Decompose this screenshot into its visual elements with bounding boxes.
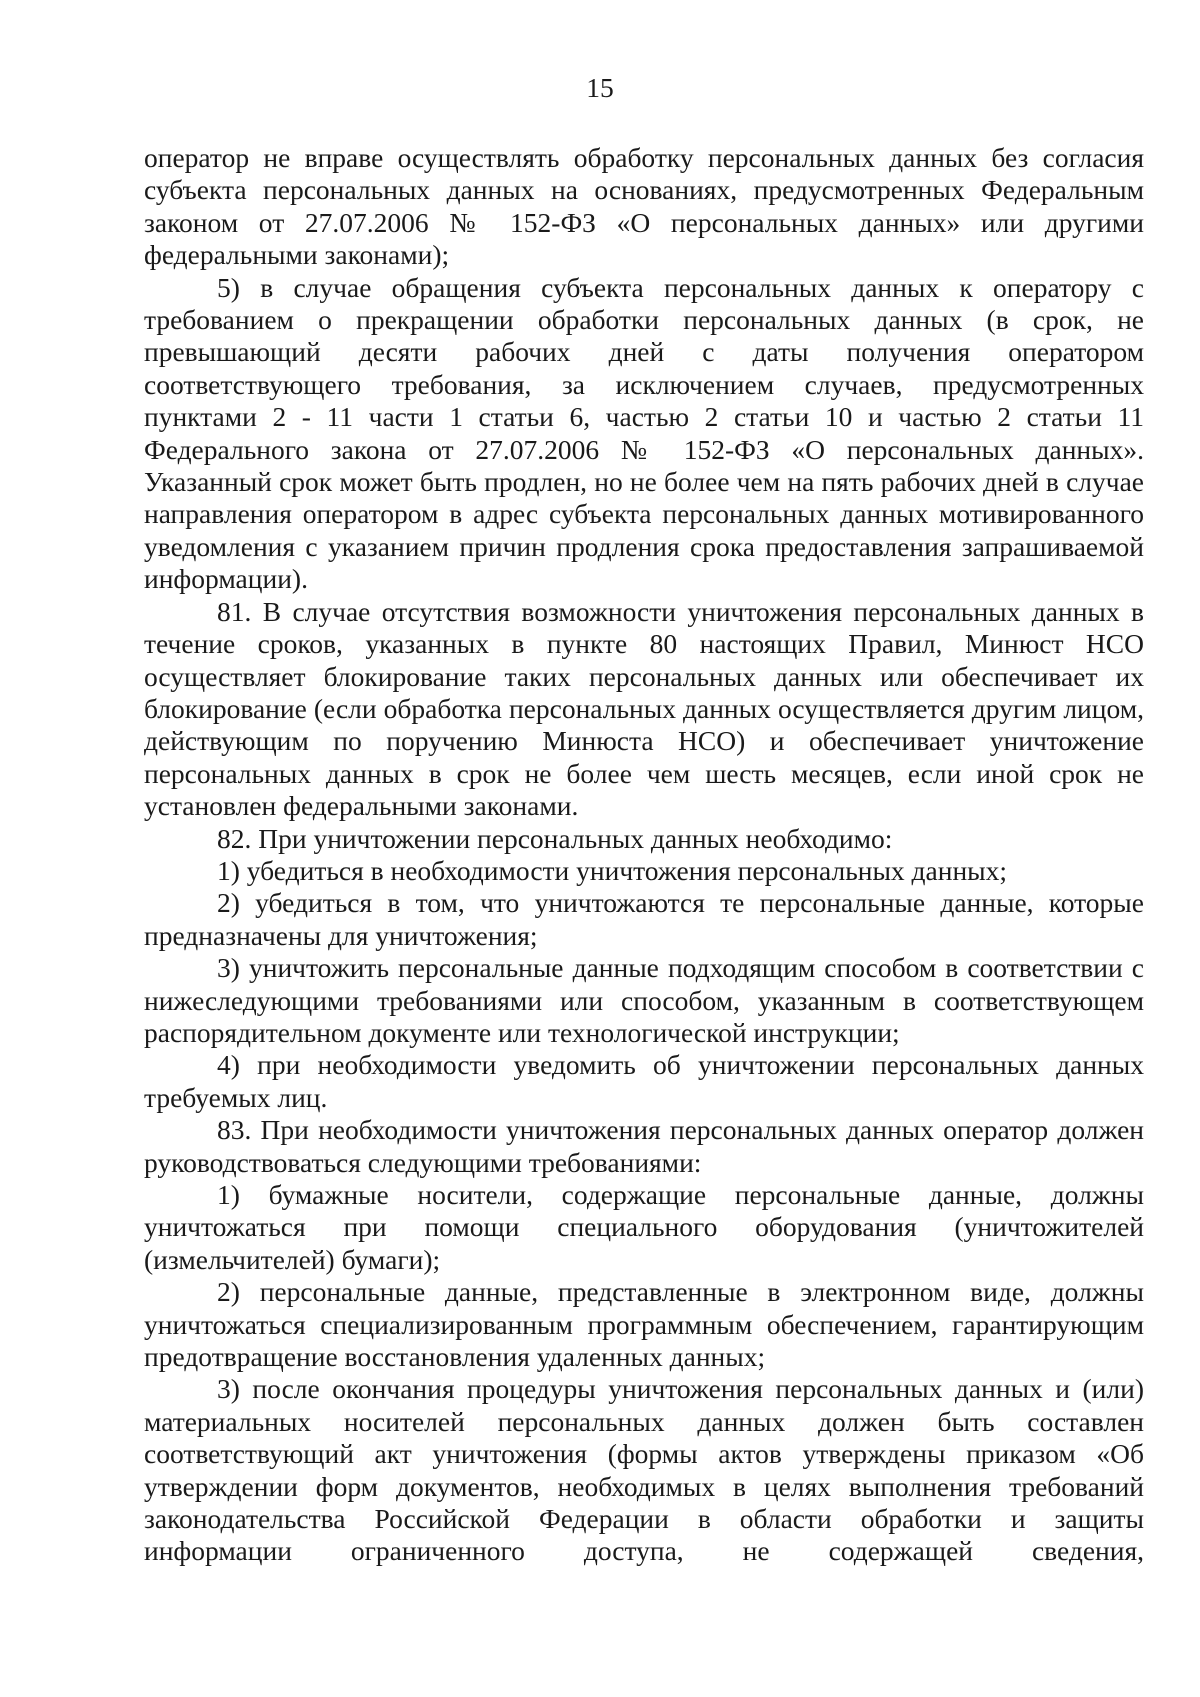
paragraph-82-item-1: 1) убедиться в необходимости уничтожения персональных данных; (217, 854, 1008, 886)
document-body (144, 142, 1144, 1568)
paragraph-item-5: 5) в случае обращения субъекта персональных данных к оператору с требованием о прекращении обработки персональных данных (в срок, не превышающий десяти рабочих дней с даты получения оператором соответствующего требования, за исключением случаев, предусмотренных пунктами 2 - 11 части 1 статьи 6, частью 2 статьи 10 и частью 2 статьи 11 Федерального закона от 27.07.2006 № 152-ФЗ «О персональных данных». Указанный срок может быть продлен, но не более чем на пять рабочих дней в случае направления оператором в адрес субъекта персональных данных мотивированного уведомления с указанием причин продления срока предоставления запрашиваемой информации). (144, 271, 1144, 595)
paragraph-82: 82. При уничтожении персональных данных необходимо: (217, 822, 893, 854)
paragraph-83-item-2: 2) персональные данные, представленные в электронном виде, должны уничтожаться специализированным программным обеспечением, гарантирующим предотвращение восстановления удаленных данных; (144, 1276, 1144, 1373)
paragraph-82-item-3: 3) уничтожить персональные данные подходящим способом в соответствии с нижеследующими требованиями или способом, указанным в соответствующем распорядительном документе или технологической инструкции; (144, 952, 1144, 1048)
paragraph-81: 81. В случае отсутствия возможности уничтожения персональных данных в течение сроков, указанных в пункте 80 настоящих Правил, Минюст НСО осуществляет блокирование таких персональных данных или обеспечивает их блокирование (если обработка персональных данных осуществляется другим лицом, действующим по поручению Минюста НСО) и обеспечивает уничтожение персональных данных в срок не более чем шесть месяцев, если иной срок не установлен федеральными законами. (144, 595, 1144, 822)
paragraph-83: 83. При необходимости уничтожения персональных данных оператор должен руководствоваться следующими требованиями: (144, 1114, 1144, 1178)
paragraph-82-item-2: 2) убедиться в том, что уничтожаются те персональные данные, которые предназначены для уничтожения; (144, 887, 1144, 951)
paragraph-continuation: оператор не вправе осуществлять обработку персональных данных без согласия субъекта персональных данных на основаниях, предусмотренных Федеральным законом от 27.07.2006 № 152-ФЗ «О персональных данных» или другими федеральными законами); (144, 142, 1144, 271)
page-number: 15 (586, 72, 614, 103)
paragraph-83-item-1: 1) бумажные носители, содержащие персональные данные, должны уничтожаться при помощи специального оборудования (уничтожителей (измельчителей) бумаги); (144, 1179, 1144, 1275)
paragraph-83-item-3: 3) после окончания процедуры уничтожения персональных данных и (или) материальных носителей персональных данных должен быть составлен соответствующий акт уничтожения (формы актов утверждены приказом «Об утверждении форм документов, необходимых в целях выполнения требований законодательства Российской Федерации в области обработки и защиты информации ограниченного доступа, не содержащей сведения, (144, 1373, 1144, 1567)
paragraph-82-item-4: 4) при необходимости уведомить об уничтожении персональных данных требуемых лиц. (144, 1049, 1144, 1113)
